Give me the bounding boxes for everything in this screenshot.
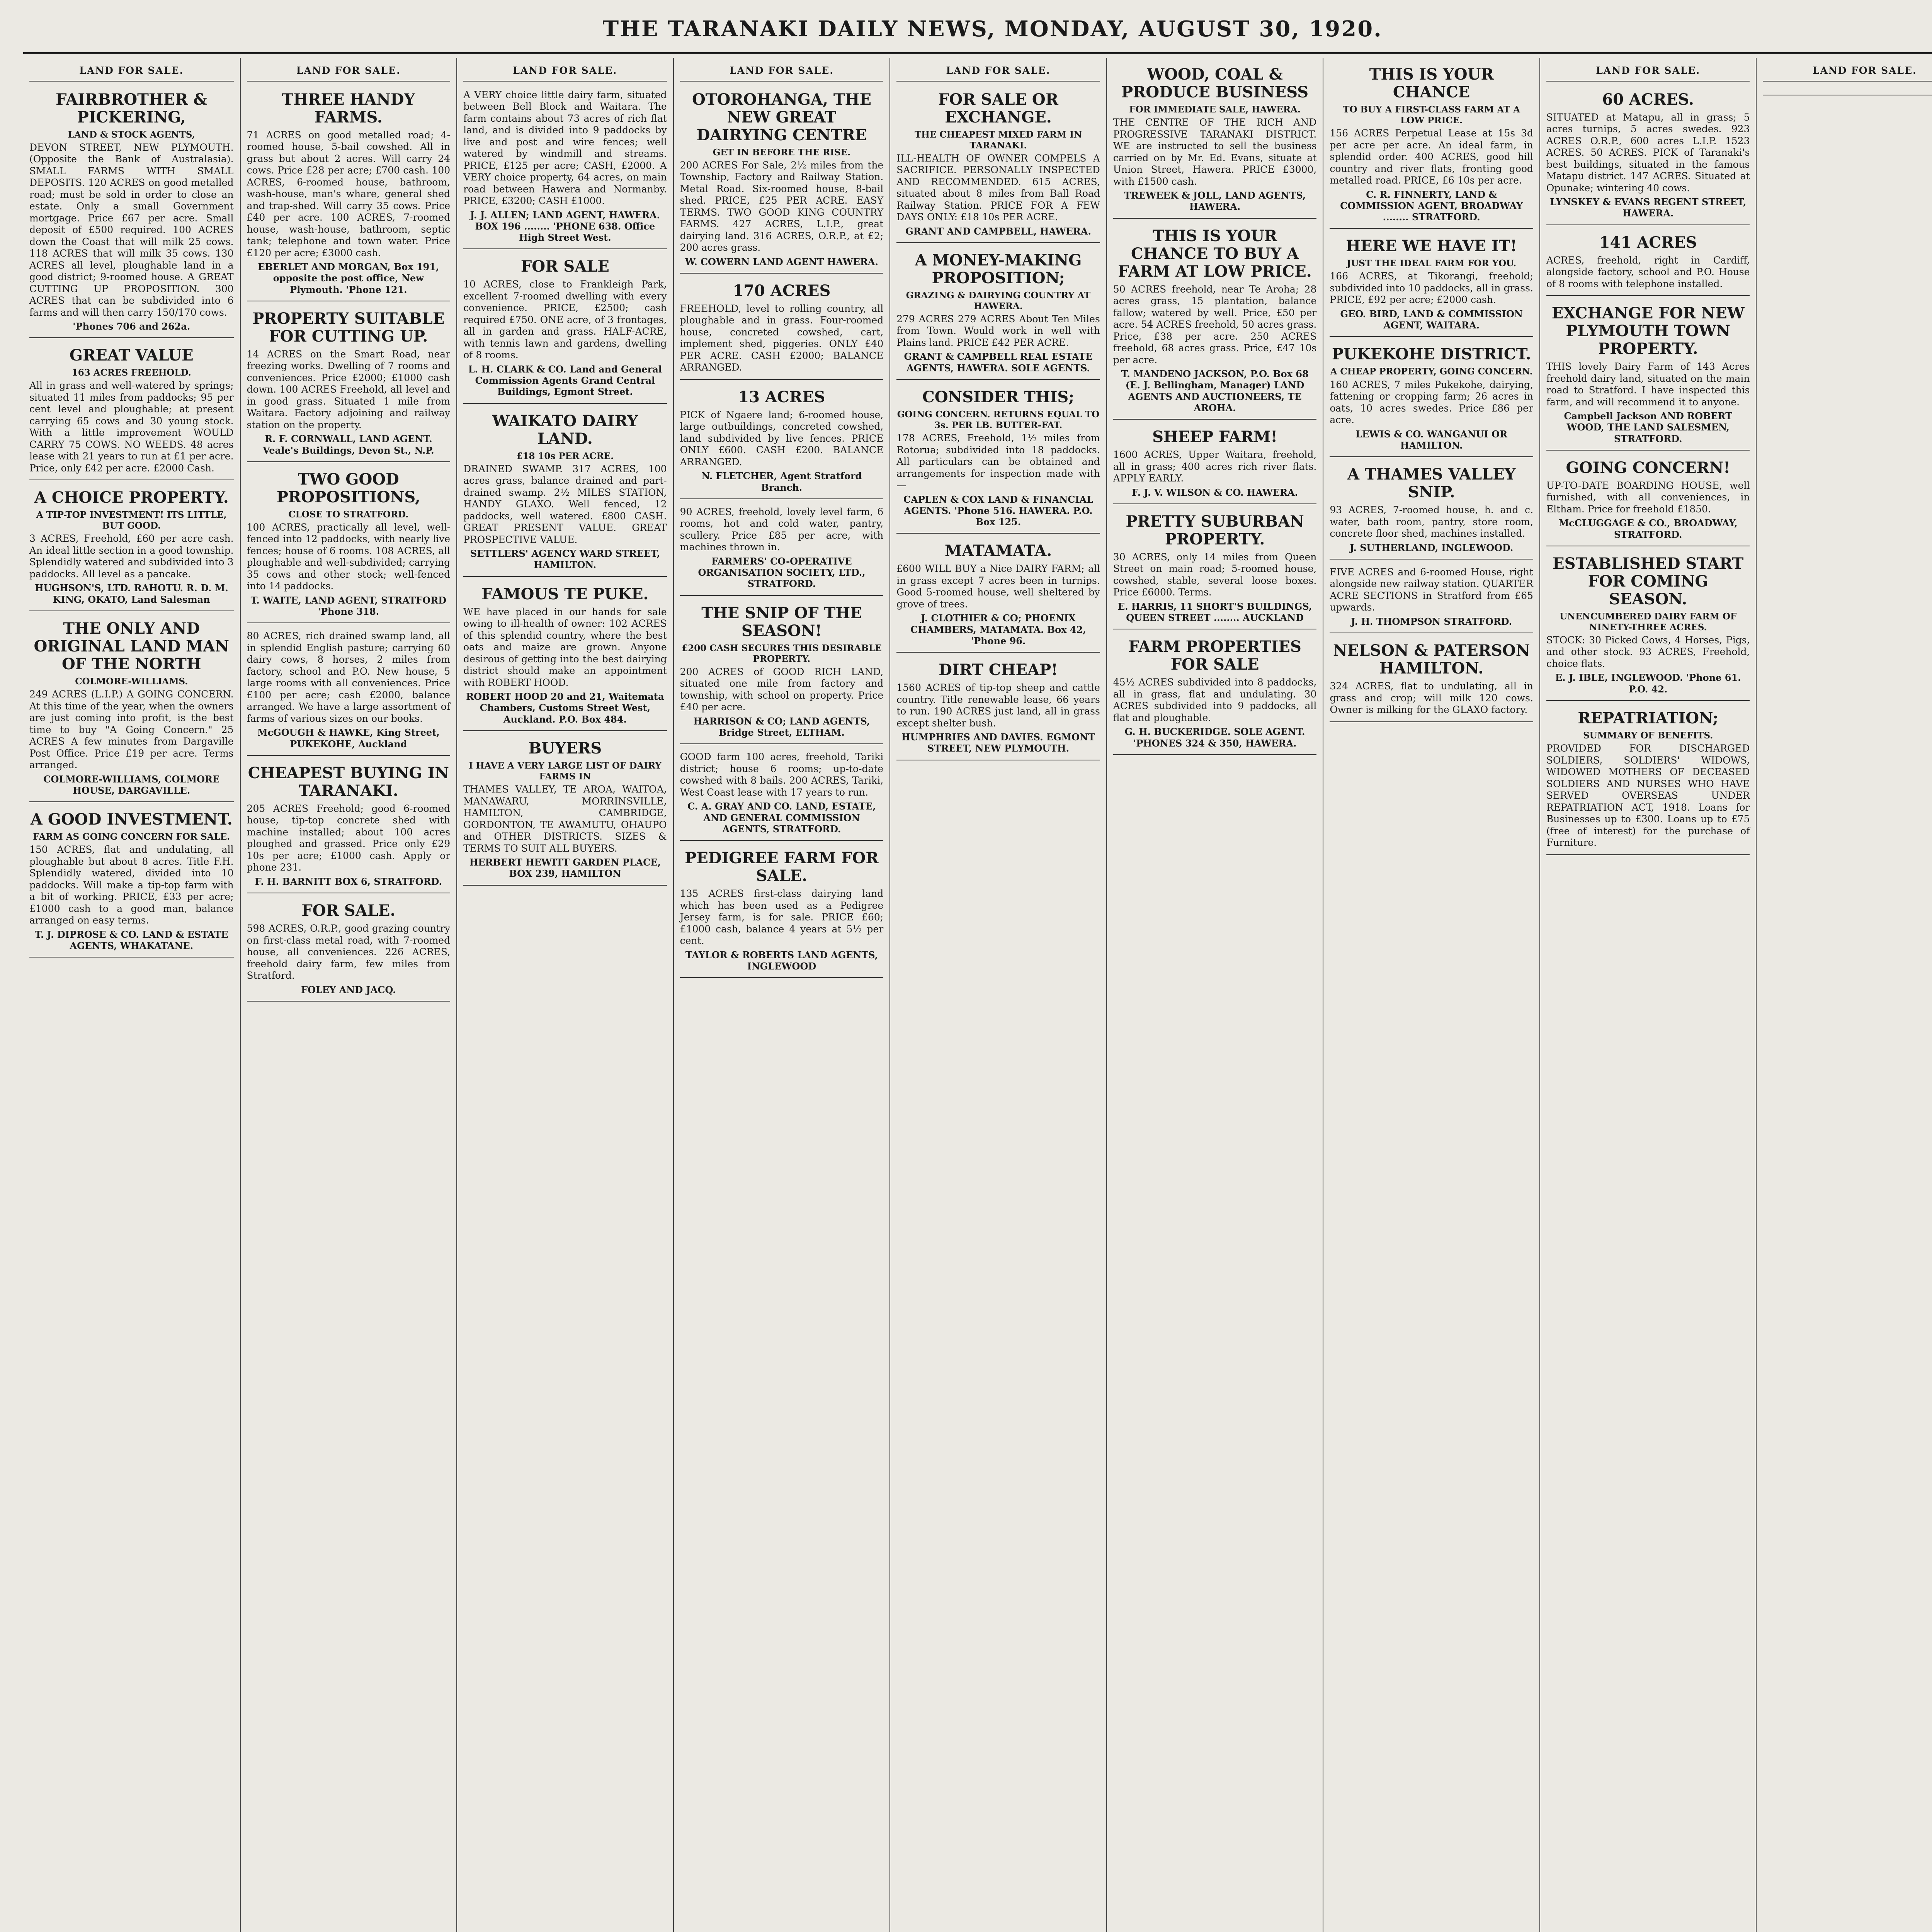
column: [456, 58, 673, 1932]
ad-headline: 13 ACRES: [738, 388, 825, 406]
ad-subhead: A CHEAP PROPERTY, GOING CONCERN.: [1330, 366, 1533, 377]
ad-subhead: UNENCUMBERED DAIRY FARM OF NINETY-THREE ACRES.: [1560, 611, 1737, 633]
ad-body: 10 ACRES, close to Frankleigh Park, excellent 7-roomed dwelling with every convenience. PRICE, £2500; cash required £750. ONE acre, of 3 frontages, all in garden and grass. HALF-ACRE, with tennis lawn and gardens, dwelling of 8 rooms.: [463, 279, 667, 361]
ad-headline: PUKEKOHE DISTRICT.: [1332, 345, 1531, 364]
ad-agent: GEO. BIRD, LAND & COMMISSION AGENT, WAITARA.: [1340, 308, 1523, 331]
ad-agent: CAPLEN & COX LAND & FINANCIAL AGENTS. 'Phone 516. HAWERA. P.O. Box 125.: [903, 493, 1094, 528]
ad-headline: OTOROHANGA, THE NEW GREAT DAIRYING CENTRE: [692, 90, 871, 144]
ad-body: 80 ACRES, rich drained swamp land, all in splendid English pasture; carrying 60 dairy cows, 8 horses, 2 miles from factory, school and P.O. New house, 5 large rooms with all conveniences. Price £100 per acre; cash £2000, balance arranged. We have a large assortment of farms of various sizes on our books.: [247, 630, 451, 724]
column: [240, 58, 457, 1932]
advertisement: [1546, 229, 1750, 296]
advertisement: [1546, 86, 1750, 225]
column-header: LAND FOR SALE.: [1763, 61, 1932, 82]
advertisement: [247, 86, 451, 301]
advertisement: [680, 384, 884, 499]
ad-headline: PROPERTY SUITABLE FOR CUTTING UP.: [252, 309, 445, 345]
ad-agent: LEWIS & CO. WANGANUI OR HAMILTON.: [1355, 428, 1508, 451]
ad-headline: MATAMATA.: [944, 542, 1052, 560]
advertisement: [1113, 633, 1317, 755]
ad-headline: A THAMES VALLEY SNIP.: [1347, 465, 1516, 502]
ad-subhead: GOING CONCERN. RETURNS EQUAL TO 3s. PER LB. BUTTER-FAT.: [897, 409, 1100, 431]
ad-agent: TAYLOR & ROBERTS LAND AGENTS, INGLEWOOD: [685, 949, 878, 972]
ad-agent: HUGHSON'S, LTD. RAHOTU. R. D. M. KING, OKATO, Land Salesman: [34, 582, 228, 605]
column: [1539, 58, 1756, 1932]
ad-headline: SHEEP FARM!: [1152, 428, 1277, 446]
ad-agent: EBERLET AND MORGAN, Box 191, opposite the post office, New Plymouth. 'Phone 121.: [258, 261, 439, 295]
advertisement: [463, 581, 667, 731]
ad-subhead: JUST THE IDEAL FARM FOR YOU.: [1347, 258, 1516, 269]
ad-body: 3 ACRES, Freehold, £60 per acre cash. An ideal little section in a good township. Splendidly watered and subdivided into 3 paddocks. All level as a pancake.: [29, 533, 234, 580]
advertisement: [1330, 637, 1533, 722]
ad-headline: REPATRIATION;: [1578, 709, 1718, 727]
column: [1106, 58, 1323, 1932]
masthead: [23, 8, 1932, 50]
ad-agent: T. MANDENO JACKSON, P.O. Box 68 (E. J. Bellingham, Manager) LAND AGENTS AND AUCTIONEERS, TE AROHA.: [1121, 368, 1309, 413]
advertisement: [247, 760, 451, 893]
ad-body: 205 ACRES Freehold; good 6-roomed house, tip-top concrete shed with machine installed; about 100 acres ploughed and grassed. Price only £29 10s per acre; £1000 cash. Apply or phone 231.: [247, 803, 451, 873]
ad-headline: FOR SALE.: [301, 901, 396, 920]
ad-agent: G. H. BUCKERIDGE. SOLE AGENT. 'PHONES 324 & 350, HAWERA.: [1124, 726, 1305, 749]
ad-agent: FOLEY AND JACQ.: [301, 984, 396, 995]
advertisement: [247, 627, 451, 756]
ad-agent: N. FLETCHER, Agent Stratford Branch.: [701, 470, 862, 493]
ad-headline: GOING CONCERN!: [1566, 458, 1730, 477]
ad-body: THE CENTRE OF THE RICH AND PROGRESSIVE TARANAKI DISTRICT. WE are instructed to sell the business carried on by Mr. Ed. Evans, situate at Union Street, Hawera. PRICE £3000, with £1500 cash.: [1113, 117, 1317, 187]
newspaper-title: THE TARANAKI DAILY NEWS, MONDAY, AUGUST 30, 1920.: [602, 16, 1383, 42]
ad-headline: 60 ACRES.: [1602, 90, 1694, 109]
ad-headline: EXCHANGE FOR NEW PLYMOUTH TOWN PROPERTY.: [1551, 304, 1745, 358]
ad-body: ACRES, freehold, right in Cardiff, alongside factory, school and P.O. House of 8 rooms with telephone installed.: [1546, 254, 1750, 289]
ad-headline: A MONEY-MAKING PROPOSITION;: [915, 251, 1082, 287]
ad-body: PICK of Ngaere land; 6-roomed house, large outbuildings, concreted cowshed, land subdivided by live fences. PRICE ONLY £600. CASH £200. BALANCE ARRANGED.: [680, 409, 884, 468]
ad-agent: ROBERT HOOD 20 and 21, Waitemata Chambers, Customs Street West, Auckland. P.O. Box 484.: [466, 691, 664, 725]
column: [1323, 58, 1539, 1932]
advertisement: [896, 86, 1100, 243]
ad-headline: A CHOICE PROPERTY.: [34, 488, 229, 507]
ad-agent: 'Phones 706 and 262a.: [73, 321, 190, 332]
ad-body: WE have placed in our hands for sale owing to ill-health of owner: 102 ACRES of this splendid country, where the best oats and maize are grown. Anyone desirous of getting into the best dairying district should make an appointment with ROBERT HOOD.: [463, 606, 667, 688]
advertisement: [1330, 563, 1533, 633]
ad-subhead: CLOSE TO STRATFORD.: [288, 509, 409, 520]
ad-body: All in grass and well-watered by springs; situated 11 miles from paddocks; 95 per cent level and ploughable; at present carrying 65 cows and 30 young stock. With a little improvement WOULD CARRY 75 COWS. NO WEEDS. 48 acres lease with 21 years to run at £1 per acre. Price, only £42 per acre. £2000 Cash.: [29, 380, 234, 474]
ad-body: 200 ACRES For Sale, 2½ miles from the Township, Factory and Railway Station. Metal Road. Six-roomed house, 8-bail shed. PRICE, £25 PER ACRE. EASY TERMS. TWO GOOD KING COUNTRY FARMS. 427 ACRES, L.I.P., great dairying land. 316 ACRES, O.R.P., at £2; 200 acres grass.: [680, 159, 884, 253]
ad-body: THIS lovely Dairy Farm of 143 Acres freehold dairy land, situated on the main road to Stratford. I have inspected this farm, and will recommend it to anyone.: [1546, 361, 1750, 408]
ad-body: DEVON STREET, NEW PLYMOUTH. (Opposite the Bank of Australasia). SMALL FARMS WITH SMALL DEPOSITS. 120 ACRES on good metalled road; must be sold in order to close an estate. Only a small Government mortgage. Price £67 per acre. Small deposit of £500 required. 100 ACRES down the Coast that will milk 25 cows. 118 ACRES that will milk 35 cows. 130 ACRES all level, ploughable land in a good district; 9-roomed house. A GREAT CUTTING UP PROPOSITION. 300 ACRES that can be subdivided into 6 farms and will then carry 150/170 cows.: [29, 141, 234, 318]
ad-agent: E. HARRIS, 11 SHORT'S BUILDINGS, QUEEN STREET ........ AUCKLAND: [1117, 600, 1312, 624]
ad-headline: 170 ACRES: [733, 281, 831, 300]
ad-body: 200 ACRES of GOOD RICH LAND, situated one mile from factory and township, with school on property. Price £40 per acre.: [680, 666, 884, 713]
ad-agent: COLMORE-WILLIAMS, COLMORE HOUSE, DARGAVILLE.: [43, 773, 220, 796]
ad-body: 160 ACRES, 7 miles Pukekohe, dairying, fattening or cropping farm; 26 acres in oats, 10 acres swedes. Price £86 per acre.: [1330, 379, 1533, 426]
ad-headline: TWO GOOD PROPOSITIONS,: [276, 470, 420, 506]
column: [673, 58, 890, 1932]
column-header: LAND FOR SALE.: [896, 61, 1100, 82]
ad-agent: E. J. IBLE, INGLEWOOD. 'Phone 61. P.O. 42.: [1555, 672, 1741, 695]
ad-agent: J. H. THOMPSON STRATFORD.: [1351, 616, 1512, 627]
ad-headline: PEDIGREE FARM FOR SALE.: [685, 849, 879, 885]
column-header: LAND FOR SALE.: [1546, 61, 1750, 82]
advertisement: [680, 503, 884, 596]
ad-body: 135 ACRES first-class dairying land which has been used as a Pedigree Jersey farm, is for sale. PRICE £60; £1000 cash, balance 4 years at 5½ per cent.: [680, 888, 884, 947]
advertisement: [29, 342, 234, 480]
ad-headline: BUYERS: [528, 739, 602, 757]
ad-agent: GRANT & CAMPBELL REAL ESTATE AGENTS, HAWERA. SOLE AGENTS.: [904, 351, 1093, 374]
ad-headline: THREE HANDY FARMS.: [282, 90, 415, 126]
ad-body: 166 ACRES, at Tikorangi, freehold; subdivided into 10 paddocks, all in grass. PRICE, £92 per acre; £2000 cash.: [1330, 270, 1533, 306]
ad-body: SITUATED at Matapu, all in grass; 5 acres turnips, 5 acres swedes. 923 ACRES O.R.P., 600 acres L.I.P. 1523 ACRES. 50 ACRES. PICK of Taranaki's best buildings, situated in the famous Matapu district. 147 ACRES. Situated at Opunake; wintering 40 cows.: [1546, 111, 1750, 194]
columns-container: [23, 58, 1932, 1932]
ad-headline: FOR SALE OR EXCHANGE.: [938, 90, 1058, 126]
ad-agent: W. COWERN LAND AGENT HAWERA.: [685, 256, 878, 267]
advertisement: [247, 897, 451, 1002]
ad-agent: SETTLERS' AGENCY WARD STREET, HAMILTON.: [470, 548, 660, 571]
ad-agent: R. F. CORNWALL, LAND AGENT. Veale's Buildings, Devon St., N.P.: [262, 433, 434, 456]
advertisement: [680, 845, 884, 978]
ad-body: DRAINED SWAMP. 317 ACRES, 100 acres grass, balance drained and part-drained swamp. 2½ MILES STATION, HANDY GLAXO. Well fenced, 12 paddocks, well watered. £800 CASH. GREAT PRESENT VALUE. GREAT PROSPECTIVE VALUE.: [463, 463, 667, 545]
advertisement: [247, 466, 451, 624]
advertisement: [247, 305, 451, 462]
ad-body: FREEHOLD, level to rolling country, all ploughable and in grass. Four-roomed house, concreted cowshed, cart, implement shed, piggeries. ONLY £40 PER ACRE. CASH £2000; BALANCE ARRANGED.: [680, 303, 884, 373]
ad-body: UP-TO-DATE BOARDING HOUSE, well furnished, with all conveniences, in Eltham. Price for freehold £1850.: [1546, 480, 1750, 515]
ad-headline: A GOOD INVESTMENT.: [30, 810, 233, 829]
advertisement: [1330, 461, 1533, 560]
advertisement: [1113, 61, 1317, 219]
ad-headline: FOR SALE: [520, 257, 609, 276]
ad-subhead: GRAZING & DAIRYING COUNTRY AT HAWERA.: [906, 290, 1091, 311]
ad-body: 1560 ACRES of tip-top sheep and cattle country. Title renewable lease, 66 years to run. 190 ACRES just land, all in grass except shelter bush.: [896, 682, 1100, 729]
advertisement: [1113, 423, 1317, 504]
ad-headline: ESTABLISHED START FOR COMING SEASON.: [1553, 554, 1744, 608]
ad-agent: McGOUGH & HAWKE, King Street, PUKEKOHE, Auckland: [257, 727, 440, 750]
advertisement: [896, 656, 1100, 760]
ad-subhead: LAND & STOCK AGENTS,: [68, 129, 195, 140]
ad-body: 14 ACRES on the Smart Road, near freezing works. Dwelling of 7 rooms and conveniences. Price £2000; £1000 cash down. 100 ACRES Freehold, all level and in good grass. Situated 1 mile from Waitara. Factory adjoining and railway station on the property.: [247, 348, 451, 430]
advertisement: [29, 86, 234, 338]
ad-agent: LYNSKEY & EVANS REGENT STREET, HAWERA.: [1550, 196, 1747, 219]
ad-headline: FAMOUS TE PUKE.: [481, 585, 649, 603]
ad-body: 50 ACRES freehold, near Te Aroha; 28 acres grass, 15 plantation, balance fallow; watered by well. Price, £50 per acre. 54 ACRES freehold, 50 acres grass. Price, £38 per acre. 250 ACRES freehold, 68 acres grass. Price, £47 10s per acre.: [1113, 283, 1317, 366]
ad-agent: GRANT AND CAMPBELL, HAWERA.: [905, 225, 1091, 237]
ad-agent: J. J. ALLEN; LAND AGENT, HAWERA. BOX 196 ........ 'PHONE 638. Office High Street West.: [470, 209, 660, 243]
ad-headline: THE ONLY AND ORIGINAL LAND MAN OF THE NORTH: [34, 619, 230, 673]
ad-agent: F. H. BARNITT BOX 6, STRATFORD.: [255, 876, 442, 887]
ad-body: 1600 ACRES, Upper Waitara, freehold, all in grass; 400 acres rich river flats. APPLY EARLY.: [1113, 449, 1317, 484]
column-header: LAND FOR SALE.: [680, 61, 884, 82]
advertisement: [1113, 223, 1317, 420]
ad-subhead: SUMMARY OF BENEFITS.: [1583, 730, 1713, 741]
ad-agent: T. WAITE, LAND AGENT, STRATFORD 'Phone 318.: [250, 594, 447, 617]
column-header: LAND FOR SALE.: [463, 61, 667, 82]
ad-body: ILL-HEALTH OF OWNER COMPELS A SACRIFICE. PERSONALLY INSPECTED AND RECOMMENDED. 615 ACRES, situated about 8 miles from Ball Road Railway Station. PRICE FOR A FEW DAYS ONLY: £18 10s PER ACRE.: [896, 152, 1100, 223]
ad-body: 30 ACRES, only 14 miles from Queen Street on main road; 5-roomed house, cowshed, stable, several loose boxes. Price £6000. Terms.: [1113, 551, 1317, 598]
ad-body: GOOD farm 100 acres, freehold, Tariki district; house 6 rooms; up-to-date cowshed with 8 bails. 200 ACRES, Tariki, West Coast lease with 17 years to run.: [680, 751, 884, 798]
ad-subhead: COLMORE-WILLIAMS.: [75, 676, 188, 687]
ad-subhead: 163 ACRES FREEHOLD.: [71, 367, 191, 378]
ad-subhead: £18 10s PER ACRE.: [516, 451, 614, 461]
ad-body: THAMES VALLEY, TE AROA, WAITOA, MANAWARU, MORRINSVILLE, HAMILTON, CAMBRIDGE, GORDONTON, TE AWAMUTU, OHAUPO and OTHER DISTRICTS. SIZES & TERMS TO SUIT ALL BUYERS.: [463, 784, 667, 854]
ad-body: 45½ ACRES subdivided into 8 paddocks, all in grass, flat and undulating. 30 ACRES subdivided into 9 paddocks, all flat and ploughable.: [1113, 677, 1317, 723]
ad-subhead: TO BUY A FIRST-CLASS FARM AT A LOW PRICE.: [1343, 104, 1520, 126]
ad-body: 100 ACRES, practically all level, well-fenced into 12 paddocks, with nearly live fences; house of 6 rooms. 108 ACRES, all ploughable and well-subdivided; carrying 35 cows and other stock; well-fenced into 14 paddocks.: [247, 521, 451, 592]
ad-headline: THIS IS YOUR CHANCE: [1369, 65, 1494, 101]
ad-body: STOCK: 30 Picked Cows, 4 Horses, Pigs, and other stock. 93 ACRES, Freehold, choice flats.: [1546, 634, 1750, 669]
advertisement: [463, 408, 667, 577]
masthead-rule: [23, 52, 1932, 54]
ad-body: A VERY choice little dairy farm, situated between Bell Block and Waitara. The farm contains about 73 acres of rich flat land, and is divided into 9 paddocks by live and post and wire fences; well watered by windmill and streams. PRICE, £125 per acre; CASH, £2000. A VERY choice property, 64 acres, on main road between Hawera and Normanby. PRICE, £3200; CASH £1000.: [463, 89, 667, 206]
ad-subhead: A TIP-TOP INVESTMENT! ITS LITTLE, BUT GOOD.: [36, 510, 227, 531]
advertisement: [1546, 454, 1750, 546]
advertisement: [29, 615, 234, 802]
ad-headline: 141 ACRES: [1599, 233, 1697, 252]
ad-agent: C. R. FINNERTY, LAND & COMMISSION AGENT, BROADWAY ........ STRATFORD.: [1340, 189, 1523, 223]
advertisement: [463, 86, 667, 250]
ad-subhead: I HAVE A VERY LARGE LIST OF DAIRY FARMS IN: [468, 760, 662, 782]
advertisement: [29, 806, 234, 957]
ad-agent: J. CLOTHIER & CO; PHOENIX CHAMBERS, MATAMATA. Box 42, 'Phone 96.: [910, 612, 1086, 646]
advertisement: [896, 247, 1100, 380]
ad-body: 150 ACRES, flat and undulating, all ploughable but about 8 acres. Title F.H. Splendidly watered, divided into 10 paddocks. Will make a tip-top farm with a bit of working. PRICE, £33 per acre; £1000 cash to a good man, balance arranged on easy terms.: [29, 844, 234, 926]
ad-body: £600 WILL BUY a Nice DAIRY FARM; all in grass except 7 acres been in turnips. Good 5-roomed house, well sheltered by grove of trees.: [896, 563, 1100, 610]
ad-headline: CHEAPEST BUYING IN TARANAKI.: [248, 764, 449, 800]
advertisement: [1546, 300, 1750, 451]
advertisement: [1330, 61, 1533, 229]
ad-body: 93 ACRES, 7-roomed house, h. and c. water, bath room, pantry, store room, concrete floor shed, machines installed.: [1330, 504, 1533, 539]
advertisement: [680, 748, 884, 841]
advertisement: [1546, 550, 1750, 701]
advertisement: [1113, 508, 1317, 630]
ad-body: 324 ACRES, flat to undulating, all in grass and crop; will milk 120 cows. Owner is milking for the GLAXO factory.: [1330, 680, 1533, 716]
ad-body: 71 ACRES on good metalled road; 4-roomed house, 5-bail cowshed. All in grass but about 2 acres. Will carry 24 cows. Price £28 per acre; £700 cash. 100 ACRES, 6-roomed house, bathroom, wash-house, man's whare, general shed and trap-shed. Will carry 35 cows. Price £40 per acre. 100 ACRES, 7-roomed house, wash-house, bathroom, septic tank; telephone and town water. Price £120 per acre; £3000 cash.: [247, 129, 451, 259]
column: [889, 58, 1106, 1932]
ad-headline: THE SNIP OF THE SEASON!: [701, 604, 862, 640]
ad-agent: C. A. GRAY AND CO. LAND, ESTATE, AND GENERAL COMMISSION AGENTS, STRATFORD.: [687, 801, 876, 835]
ad-subhead: FARM AS GOING CONCERN FOR SALE.: [33, 832, 230, 842]
advertisement: [680, 600, 884, 745]
advertisement: [680, 86, 884, 274]
ad-headline: PRETTY SUBURBAN PROPERTY.: [1126, 512, 1304, 548]
ad-agent: J. SUTHERLAND, INGLEWOOD.: [1350, 542, 1514, 553]
ad-agent: L. H. CLARK & CO. Land and General Commission Agents Grand Central Buildings, Egmont Street.: [468, 363, 662, 398]
ad-subhead: FOR IMMEDIATE SALE, HAWERA.: [1129, 104, 1301, 115]
advertisement: [1330, 233, 1533, 337]
advertisement: [896, 384, 1100, 534]
ad-body: FIVE ACRES and 6-roomed House, right alongside new railway station. QUARTER ACRE SECTIONS in Stratford from £65 upwards.: [1330, 566, 1533, 613]
advertisement: [896, 537, 1100, 653]
ad-headline: GREAT VALUE: [69, 346, 194, 365]
ad-agent: TREWEEK & JOLL, LAND AGENTS, HAWERA.: [1124, 190, 1306, 213]
advertisement: [1546, 705, 1750, 855]
ad-subhead: GET IN BEFORE THE RISE.: [713, 147, 851, 158]
ad-body: 249 ACRES (L.I.P.) A GOING CONCERN. At this time of the year, when the owners are just coming into profit, is the best time to buy "A Going Concern." 25 ACRES A few minutes from Dargaville Post Office. Price £19 per acre. Terms arranged.: [29, 689, 234, 771]
ad-headline: WAIKATO DAIRY LAND.: [492, 412, 638, 448]
ad-body: PROVIDED FOR DISCHARGED SOLDIERS, SOLDIERS' WIDOWS, WIDOWED MOTHERS OF DECEASED SOLDIERS AND NURSES WHO HAVE SERVED OVERSEAS UNDER REPATRIATION ACT, 1918. Loans for Businesses up to £300. Loans up to £75 (free of interest) for the purchase of Furniture.: [1546, 743, 1750, 849]
ad-agent: HERBERT HEWITT GARDEN PLACE, BOX 239, HAMILTON: [469, 857, 661, 879]
ad-headline: NELSON & PATERSON HAMILTON.: [1333, 641, 1530, 678]
ad-headline: FAIRBROTHER & PICKERING,: [56, 90, 207, 126]
ad-subhead: THE CHEAPEST MIXED FARM IN TARANAKI.: [914, 129, 1082, 151]
ad-headline: DIRT CHEAP!: [939, 661, 1058, 679]
column-header: LAND FOR SALE.: [247, 61, 451, 82]
ad-subhead: £200 CASH SECURES THIS DESIRABLE PROPERTY.: [682, 643, 882, 664]
ad-headline: THIS IS YOUR CHANCE TO BUY A FARM AT LOW PRICE.: [1118, 226, 1312, 281]
ad-headline: CONSIDER THIS;: [922, 388, 1075, 406]
column-header: LAND FOR SALE.: [29, 61, 234, 82]
ad-body: 178 ACRES, Freehold, 1½ miles from Rotorua; subdivided into 18 paddocks. All particulars can be obtained and arrangements for inspection made with—: [896, 432, 1100, 491]
ad-agent: HARRISON & CO; LAND AGENTS, Bridge Street, ELTHAM.: [693, 715, 870, 738]
column: [1756, 58, 1932, 1932]
ad-headline: WOOD, COAL & PRODUCE BUSINESS: [1121, 65, 1309, 101]
ad-headline: HERE WE HAVE IT!: [1346, 237, 1517, 255]
ad-agent: HUMPHRIES AND DAVIES. EGMONT STREET, NEW PLYMOUTH.: [901, 731, 1095, 754]
ad-body: 279 ACRES 279 ACRES About Ten Miles from Town. Would work in well with Plains land. PRICE £42 PER ACRE.: [896, 313, 1100, 348]
ad-agent: F. J. V. WILSON & CO. HAWERA.: [1132, 486, 1298, 498]
ad-headline: FARM PROPERTIES FOR SALE: [1128, 638, 1301, 674]
ad-agent: Campbell Jackson AND ROBERT WOOD, THE LAND SALESMEN, STRATFORD.: [1564, 410, 1732, 444]
advertisement: [29, 484, 234, 611]
ad-agent: FARMERS' CO-OPERATIVE ORGANISATION SOCIETY, LTD., STRATFORD.: [698, 555, 866, 590]
ad-agent: McCLUGGAGE & CO., BROADWAY, STRATFORD.: [1558, 517, 1738, 540]
advertisement: [1763, 86, 1932, 95]
column: [23, 58, 240, 1932]
advertisement: [463, 735, 667, 886]
advertisement: [463, 253, 667, 403]
ad-body: 598 ACRES, O.R.P., good grazing country on first-class metal road, with 7-roomed house, all conveniences. 226 ACRES, freehold dairy farm, few miles from Stratford.: [247, 923, 451, 981]
ad-agent: T. J. DIPROSE & CO. LAND & ESTATE AGENTS, WHAKATANE.: [35, 929, 228, 951]
advertisement: [680, 277, 884, 380]
ad-body: 156 ACRES Perpetual Lease at 15s 3d per acre per acre. An ideal farm, in splendid order. 400 ACRES, good hill country and river flats, fronting good metalled road. PRICE, £6 10s per acre.: [1330, 128, 1533, 186]
ad-body: 90 ACRES, freehold, lovely level farm, 6 rooms, hot and cold water, pantry, scullery. Price £85 per acre, with machines thrown in.: [680, 506, 884, 553]
advertisement: [1330, 341, 1533, 457]
